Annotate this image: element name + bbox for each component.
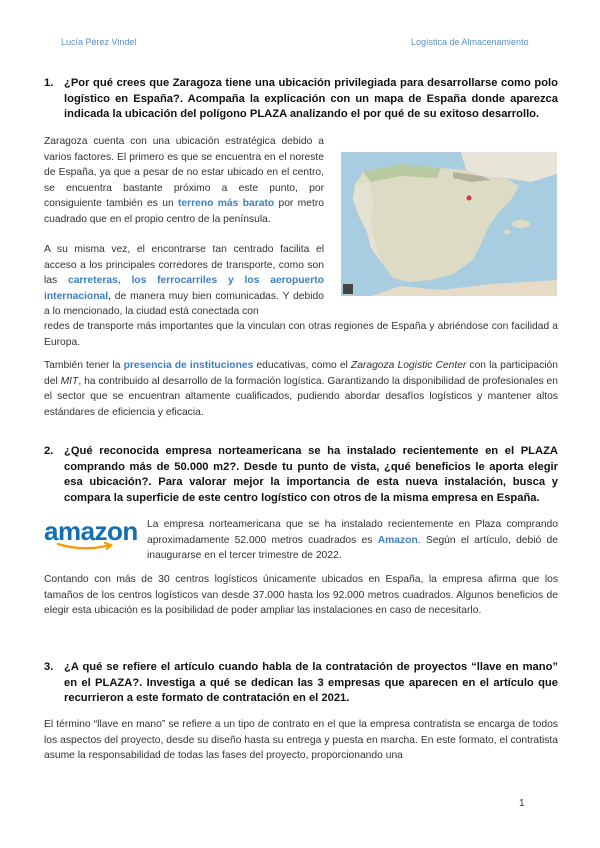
question-3-text: ¿A qué se refiere el artículo cuando habla de la contratación de proyectos “llave en mano” en el PLAZA?. Investiga a qué se dedican las 3 empresas que aparecen en el artículo que recurrieron a este formato de contratación en el 2021.	[64, 661, 558, 704]
highlight-terreno: terreno más barato	[178, 198, 275, 209]
answer-1-p1-text-end: por metro cuadrado que en el propio centro de la península.	[44, 198, 324, 225]
answer-2-p1-text: La empresa norteamericana que se ha instalado recientemente en Plaza comprando aproximadamente 52.000 metros cuadrados es	[147, 519, 558, 546]
answer-2-p1-end: . Según el artículo, debió de inaugurarse en el tercer trimestre de 2022.	[147, 534, 558, 561]
answer-1-paragraph-2-continued: redes de transporte más importantes que la vinculan con otras regiones de España y abriéndose con facilidad a Europa.	[44, 321, 558, 348]
zaragoza-logistic-center: Zaragoza Logistic Center	[350, 360, 467, 371]
highlight-instituciones: presencia de instituciones	[123, 360, 254, 371]
answer-3-paragraph-1: El término “llave en mano” se refiere a un tipo de contrato en el que la empresa contratista se encarga de todos los aspectos del proyecto, desde su diseño hasta su entrega y puesta en marcha. En este formato, el contratista asume la responsabilidad de todas las fases del proyecto, proporcionando una	[44, 719, 558, 761]
amazon-logo-text: amazon	[44, 516, 138, 546]
answer-1-p2-text-end: , de manera muy bien comunicadas. Y debido a lo mencionado, la ciudad está conectada con	[44, 290, 324, 317]
answer-1-p3-end: , ha contribuido al desarrollo de la formación logística. Garantizando la disponibilidad de profesionales en el sector que se encuentran altamente cualificados, pudiendo abordar desafíos logísticos y mantener altos estándares de eficiencia y eficacia.	[44, 375, 559, 418]
answer-1-p3-text: También tener la	[44, 360, 124, 371]
answer-1-p2-text: A su misma vez, el encontrarse tan centrado facilita el acceso a los principales corredores de transporte, como son las	[44, 244, 324, 286]
highlight-transport: carreteras, los ferrocarriles y los aeropuerto internacional	[44, 275, 324, 302]
spain-map-icon	[341, 152, 557, 296]
amazon-smile-icon	[44, 542, 136, 552]
question-2-number: 2.	[44, 445, 54, 457]
answer-1-p3-mid: educativas, como el	[253, 360, 351, 371]
question-1-number: 1.	[44, 77, 54, 89]
answer-2-paragraph-2: Contando con más de 30 centros logísticos únicamente ubicados en España, la empresa afirma que los tamaños de los centros logísticos van desde 37.000 hasta los 92.000 metros cuadrados. Algunos beneficios de elegir esta ubicación es la posibilidad de poder ampliar las instalaciones en caso de necesitarlo.	[44, 574, 558, 616]
answer-1-paragraph-2	[44, 242, 324, 320]
question-2-text: ¿Qué reconocida empresa norteamericana se ha instalado recientemente en el PLAZA comprando más de 50.000 m2?. Desde tu punto de vista, ¿qué beneficios le aporta elegir esa ubicación?. Para valorar mejor la importancia de esta nueva instalación, busca y compara la superficie de este centro logístico con otros de la misma empresa en España.	[64, 445, 558, 504]
highlight-amazon: Amazon	[377, 534, 418, 546]
question-1-text: ¿Por qué crees que Zaragoza tiene una ubicación privilegiada para desarrollarse como polo logístico en España?. Acompaña la explicación con un mapa de España donde aparezca indicada la ubicación del polígono PLAZA analizando el por qué de su exitoso desarrollo.	[64, 77, 558, 120]
answer-1-p1-text: Zaragoza cuenta con una ubicación estratégica debido a varios factores. El primero es que se encuentra en el noreste de España, ya que a pesar de no estar ubicado en el centro, se encuentra bastante próximo a este punto, por consiguiente también es un	[44, 136, 324, 209]
question-1	[44, 76, 558, 123]
answer-1-paragraph-1	[44, 134, 324, 227]
header-author: Lucía Pérez Vindel	[61, 37, 137, 47]
answer-1-p3-mid2: con la participación del	[44, 360, 558, 387]
answer-1-paragraph-3	[44, 358, 558, 420]
mit: MIT	[60, 375, 79, 387]
header-subject: Logística de Almacenamiento	[411, 37, 529, 47]
spain-map-image	[341, 152, 557, 296]
answer-2-paragraph-1	[147, 517, 558, 564]
page-number: 1	[519, 798, 525, 809]
question-3	[44, 660, 558, 707]
question-3-number: 3.	[44, 661, 54, 673]
question-2	[44, 444, 558, 506]
amazon-logo	[44, 518, 136, 552]
